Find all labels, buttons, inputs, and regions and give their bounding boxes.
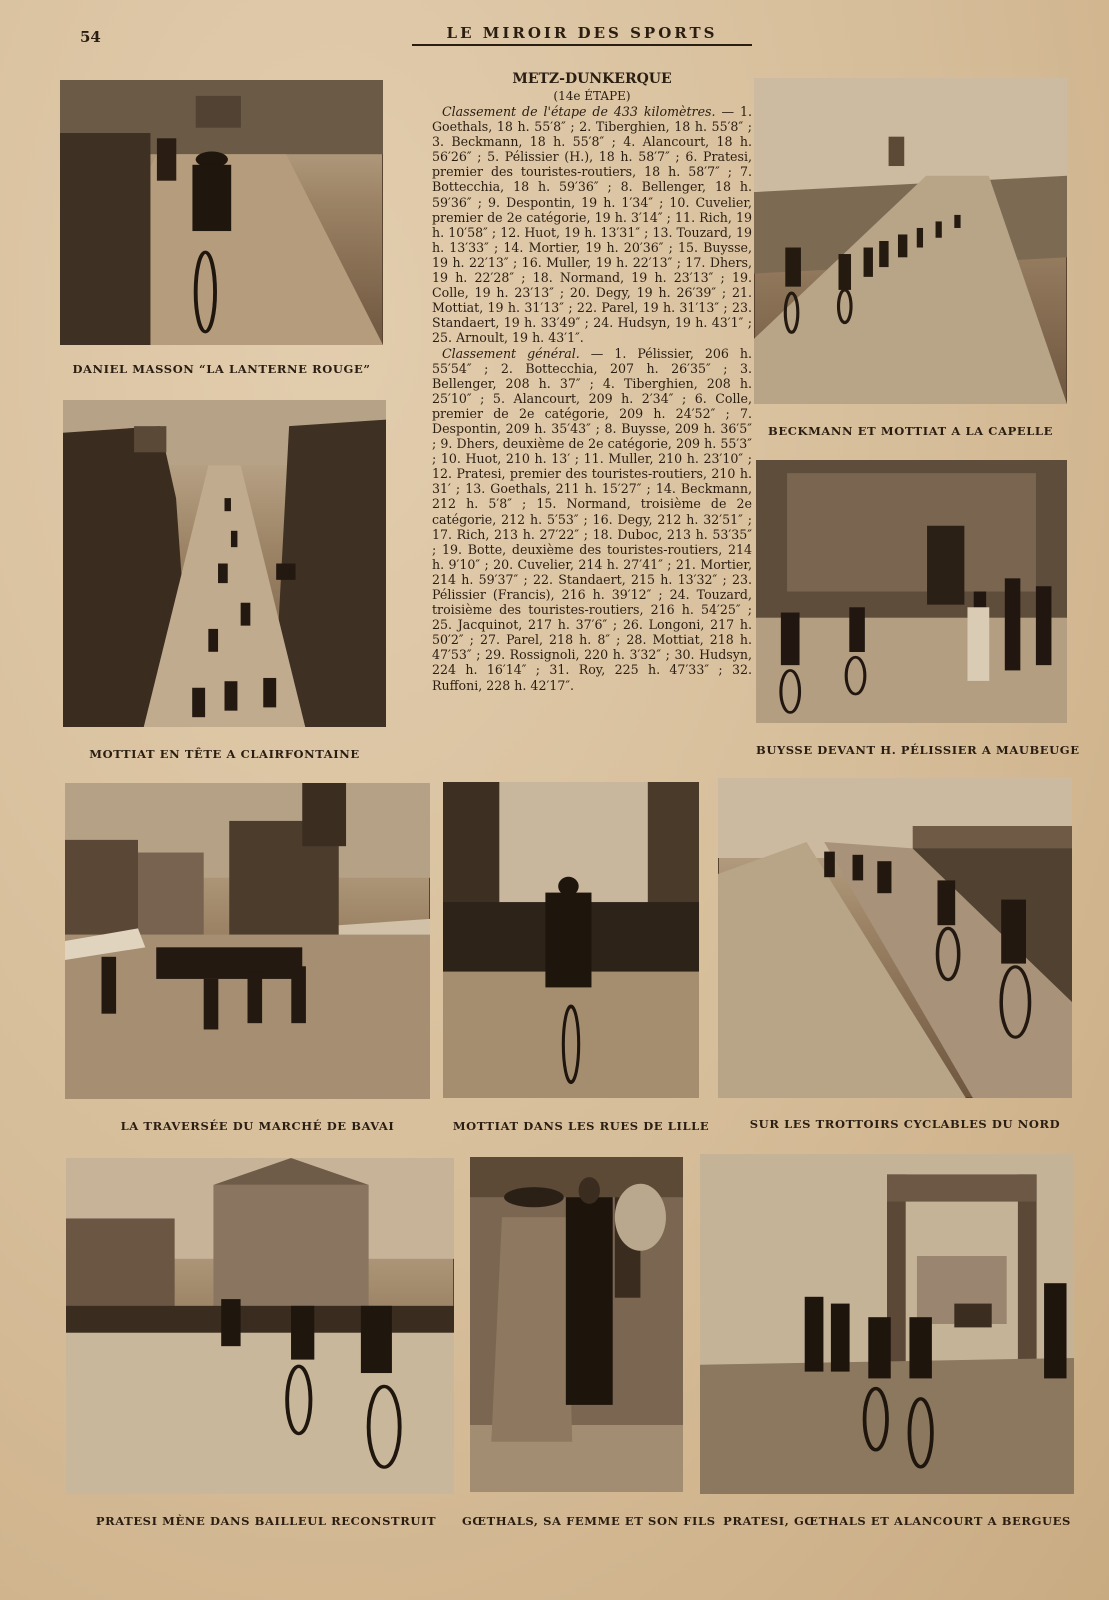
- caption-daniel-masson: DANIEL MASSON “LA LANTERNE ROUGE”: [72, 362, 371, 376]
- stage-label: (14e ÉTAPE): [553, 89, 631, 103]
- photo-daniel-masson: [60, 80, 383, 345]
- photo-mottiat-clairfontaine: [63, 400, 386, 727]
- photo-daniel-masson-image: [60, 80, 383, 345]
- photo-buysse-pelissier: [756, 460, 1067, 723]
- running-title: LE MIROIR DES SPORTS: [446, 24, 718, 42]
- general-lead: Classement général.: [442, 345, 580, 361]
- header-rule: [412, 44, 752, 46]
- stage-classification: [432, 104, 752, 346]
- photo-bailleul: [66, 1158, 454, 1494]
- caption-goethals-famille: GŒTHALS, SA FEMME ET SON FILS: [462, 1514, 716, 1528]
- photo-beckmann-mottiat-image: [754, 78, 1067, 404]
- caption-trottoirs-cyclables: SUR LES TROTTOIRS CYCLABLES DU NORD: [749, 1117, 1061, 1131]
- photo-trottoirs-cyclables-image: [718, 778, 1072, 1098]
- photo-bailleul-image: [66, 1158, 454, 1494]
- photo-mottiat-clairfontaine-image: [63, 400, 386, 727]
- photo-marche-bavai-image: [65, 783, 430, 1099]
- general-classification: [432, 346, 752, 693]
- photo-trottoirs-cyclables: [718, 778, 1072, 1098]
- caption-bergues: PRATESI, GŒTHALS ET ALANCOURT A BERGUES: [723, 1514, 1071, 1528]
- page-number: 54: [80, 28, 101, 46]
- photo-buysse-pelissier-image: [756, 460, 1067, 723]
- general-results: — 1. Pélissier, 206 h. 55′54″ ; 2. Bottecchia, 207 h. 26′35″ ; 3. Bellenger, 208 h. 37″ ; 4. Tiberghien, 208 h. 25′10″ ; 5. Alancourt, 209 h. 2′34″ ; 6. Colle, premier de 2e catégorie, 209 h. 24′52″ ; 7. Despontin, 209 h. 35′43″ ; 8. Buysse, 209 h. 36′5″ ; 9. Dhers, deuxième de 2e catégorie, 209 h. 55′3″ ; 10. Huot, 210 h. 13′ ; 11. Muller, 210 h. 23′10″ ; 12. Pratesi, premier des touristes-routiers, 210 h. 31′ ; 13. Goethals, 211 h. 15′27″ ; 14. Beckmann, 212 h. 5′8″ ; 15. Normand, troisième de 2e catégorie, 212 h. 5′53″ ; 16. Degy, 212 h. 32′51″ ; 17. Rich, 213 h. 27′22″ ; 18. Duboc, 213 h. 53′35″ ; 19. Botte, deuxième des touristes-routiers, 214 h. 9′10″ ; 20. Cuvelier, 214 h. 27′41″ ; 21. Mortier, 214 h. 59′37″ ; 22. Standaert, 215 h. 13′32″ ; 23. Pélissier (Francis), 216 h. 39′12″ ; 24. Touzard, troisième des touristes-routiers, 216 h. 54′25″ ; 25. Jacquinot, 217 h. 37′6″ ; 26. Longoni, 217 h. 50′2″ ; 27. Parel, 218 h. 8″ ; 28. Mottiat, 218 h. 47′53″ ; 29. Rossignoli, 220 h. 3′32″ ; 30. Hudsyn, 224 h. 16′14″ ; 31. Roy, 225 h. 47′33″ ; 32. Ruffoni, 228 h. 42′17″.: [432, 345, 752, 693]
- photo-mottiat-lille-image: [443, 782, 699, 1098]
- photo-beckmann-mottiat: [754, 78, 1067, 404]
- caption-marche-bavai: LA TRAVERSÉE DU MARCHÉ DE BAVAI: [120, 1119, 395, 1133]
- photo-goethals-famille: [470, 1157, 683, 1492]
- photo-goethals-famille-image: [470, 1157, 683, 1492]
- photo-bergues: [700, 1154, 1074, 1494]
- caption-beckmann-mottiat: BECKMANN ET MOTTIAT A LA CAPELLE: [768, 424, 1053, 438]
- article-title: METZ-DUNKERQUE: [512, 71, 672, 87]
- photo-mottiat-lille: [443, 782, 699, 1098]
- stage-lead: Classement de l'étape de 433 kilomètres.: [442, 104, 716, 119]
- results-article: [432, 70, 752, 693]
- caption-mottiat-clairfontaine: MOTTIAT EN TÊTE A CLAIRFONTAINE: [89, 747, 360, 761]
- stage-results: — 1. Goethals, 18 h. 55′8″ ; 2. Tiberghien, 18 h. 55′8″ ; 3. Beckmann, 18 h. 55′8″ ; 4. Alancourt, 18 h. 56′26″ ; 5. Pélissier (H.), 18 h. 58′7″ ; 6. Pratesi, premier des touristes-routiers, 18 h. 58′7″ ; 7. Bottecchia, 18 h. 59′36″ ; 8. Bellenger, 18 h. 59′36″ ; 9. Despontin, 19 h. 1′34″ ; 10. Cuvelier, premier de 2e catégorie, 19 h. 3′14″ ; 11. Rich, 19 h. 10′58″ ; 12. Huot, 19 h. 13′31″ ; 13. Touzard, 19 h. 13′33″ ; 14. Mortier, 19 h. 20′36″ ; 15. Buysse, 19 h. 22′13″ ; 16. Muller, 19 h. 22′13″ ; 17. Dhers, 19 h. 22′28″ ; 18. Normand, 19 h. 23′13″ ; 19. Colle, 19 h. 23′13″ ; 20. Degy, 19 h. 26′39″ ; 21. Mottiat, 19 h. 31′13″ ; 22. Parel, 19 h. 31′13″ ; 23. Standaert, 19 h. 33′49″ ; 24. Hudsyn, 19 h. 43′1″ ; 25. Arnoult, 19 h. 43′1″.: [432, 104, 752, 346]
- caption-bailleul: PRATESI MÈNE DANS BAILLEUL RECONSTRUIT: [95, 1514, 437, 1528]
- caption-mottiat-lille: MOTTIAT DANS LES RUES DE LILLE: [452, 1119, 710, 1133]
- caption-buysse-pelissier: BUYSSE DEVANT H. PÉLISSIER A MAUBEUGE: [756, 743, 1080, 757]
- photo-bergues-image: [700, 1154, 1074, 1494]
- photo-marche-bavai: [65, 783, 430, 1099]
